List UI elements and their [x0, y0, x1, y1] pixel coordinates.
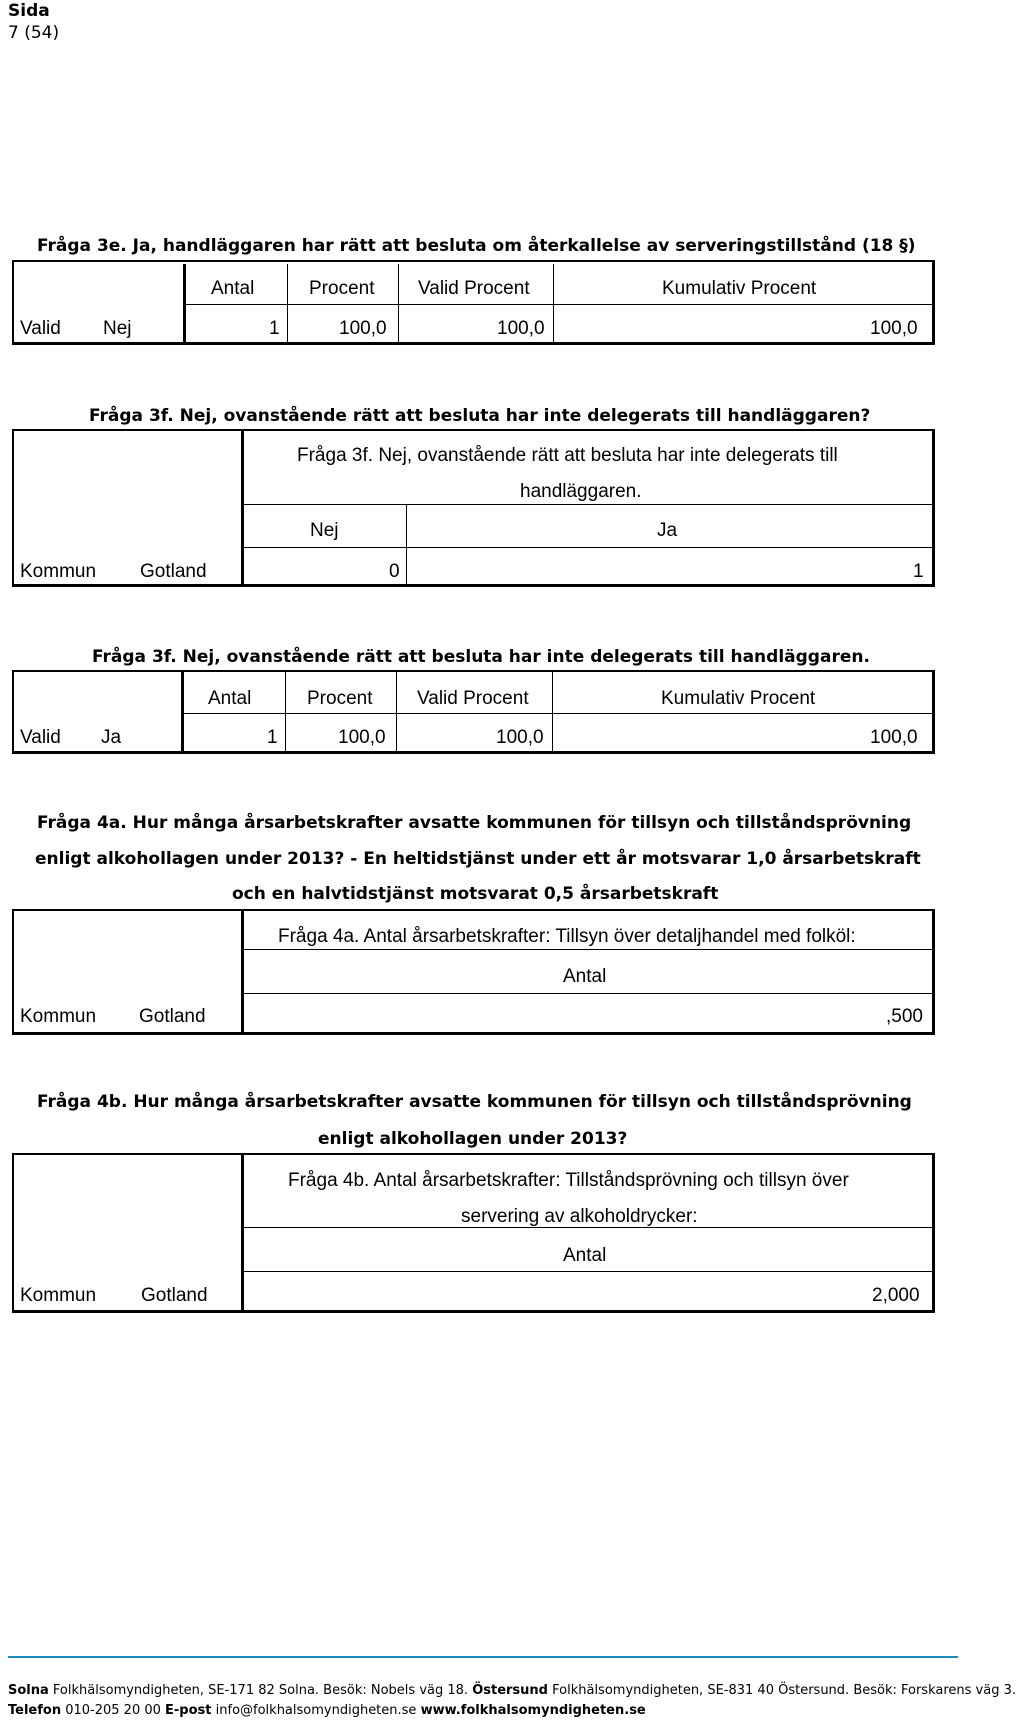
- q3f-freq-row-procent: 100,0: [338, 727, 386, 748]
- q3f-freq-col-valid-procent: Valid Procent: [417, 688, 529, 709]
- q4a-row-value: ,500: [886, 1006, 923, 1027]
- q4b-sub-antal: Antal: [563, 1245, 607, 1266]
- q3f-freq-row-antal: 1: [267, 727, 278, 748]
- q3e-row-kumulativ: 100,0: [870, 318, 918, 339]
- q3f-cross-header-line1: Fråga 3f. Nej, ovanstående rätt att besluta har inte delegerats till: [297, 445, 838, 466]
- q4a-header: Fråga 4a. Antal årsarbetskrafter: Tillsyn över detaljhandel med folköl:: [278, 926, 856, 947]
- q3f-cross-row-kommun: Kommun: [20, 561, 97, 582]
- page-header: [8, 0, 59, 44]
- q3f-cross-row-nej: 0: [389, 561, 400, 582]
- footer-divider: [8, 1656, 958, 1658]
- page-number: 7 (54): [8, 23, 60, 43]
- q4b-header-line1: Fråga 4b. Antal årsarbetskrafter: Tillståndsprövning och tillsyn över: [288, 1170, 849, 1191]
- q3f-cross-row-gotland: Gotland: [140, 561, 207, 582]
- q4a-title-line1: Fråga 4a. Hur många årsarbetskrafter avsatte kommunen för tillsyn och tillståndsprövning: [37, 813, 912, 833]
- q3f-freq-col-kumulativ: Kumulativ Procent: [661, 688, 816, 709]
- q4b-row-value: 2,000: [872, 1285, 920, 1306]
- q3f-freq-col-procent: Procent: [307, 688, 373, 709]
- sida-label: Sida: [8, 1, 50, 21]
- footer-solna-text: Folkhälsomyndigheten, SE-171 82 Solna. Besök: Nobels väg 18.: [52, 1683, 469, 1698]
- footer-web-link[interactable]: www.folkhalsomyndigheten.se: [420, 1703, 646, 1718]
- q4b-row-gotland: Gotland: [141, 1285, 208, 1306]
- q3f-cross-header-line2: handläggaren.: [520, 481, 642, 502]
- q3e-row-antal: 1: [269, 318, 280, 339]
- q3f-freq-col-antal: Antal: [208, 688, 252, 709]
- q3e-row-procent: 100,0: [339, 318, 387, 339]
- footer-line2: [8, 1703, 646, 1718]
- q4a-title-line2: enligt alkohollagen under 2013? - En heltidstjänst under ett år motsvarar 1,0 årsarbetskraft: [35, 849, 921, 869]
- q4b-row-kommun: Kommun: [20, 1285, 97, 1306]
- q3f-freq-row-valid-procent: 100,0: [496, 727, 544, 748]
- footer-ostersund-label: Östersund: [472, 1683, 548, 1698]
- footer-ostersund-text: Folkhälsomyndigheten, SE-831 40 Östersund. Besök: Forskarens väg 3.: [552, 1683, 1016, 1698]
- q3e-col-valid-procent: Valid Procent: [418, 278, 530, 299]
- q4a-sub-antal: Antal: [563, 966, 607, 987]
- q4b-title-line1: Fråga 4b. Hur många årsarbetskrafter avsatte kommunen för tillsyn och tillståndsprövning: [37, 1092, 912, 1112]
- q3e-row-label: Nej: [103, 318, 132, 339]
- q3e-col-antal: Antal: [211, 278, 255, 299]
- footer-line1: [8, 1683, 1016, 1698]
- q3f-freq-title: Fråga 3f. Nej, ovanstående rätt att besluta har inte delegerats till handläggaren.: [92, 647, 870, 667]
- q3e-row-valid-procent: 100,0: [497, 318, 545, 339]
- q3f-cross-row-ja: 1: [913, 561, 924, 582]
- footer-telefon-label: Telefon: [8, 1703, 62, 1718]
- q3e-col-kumulativ: Kumulativ Procent: [662, 278, 817, 299]
- q4b-header-line2: servering av alkoholdrycker:: [461, 1206, 698, 1227]
- q4b-title-line2: enligt alkohollagen under 2013?: [318, 1129, 628, 1149]
- q3f-freq-row-label: Ja: [101, 727, 122, 748]
- footer-telefon-text: 010-205 20 00: [65, 1703, 161, 1718]
- q3e-row-valid: Valid: [20, 318, 61, 339]
- q3e-col-procent: Procent: [309, 278, 375, 299]
- q4a-row-gotland: Gotland: [139, 1006, 206, 1027]
- q3f-cross-title: Fråga 3f. Nej, ovanstående rätt att besluta har inte delegerats till handläggaren?: [89, 406, 871, 426]
- footer-epost-label: E-post: [165, 1703, 212, 1718]
- q3e-title: Fråga 3e. Ja, handläggaren har rätt att besluta om återkallelse av serveringstillstånd (18 §): [37, 236, 916, 256]
- q3f-cross-col-ja: Ja: [657, 520, 678, 541]
- q3f-freq-row-valid: Valid: [20, 727, 61, 748]
- q4a-title-line3: och en halvtidstjänst motsvarat 0,5 årsarbetskraft: [232, 884, 719, 904]
- q4a-row-kommun: Kommun: [20, 1006, 97, 1027]
- footer-solna-label: Solna: [8, 1683, 49, 1698]
- q3f-freq-row-kumulativ: 100,0: [870, 727, 918, 748]
- footer-epost-link[interactable]: info@folkhalsomyndigheten.se: [215, 1703, 417, 1718]
- q3f-cross-col-nej: Nej: [310, 520, 339, 541]
